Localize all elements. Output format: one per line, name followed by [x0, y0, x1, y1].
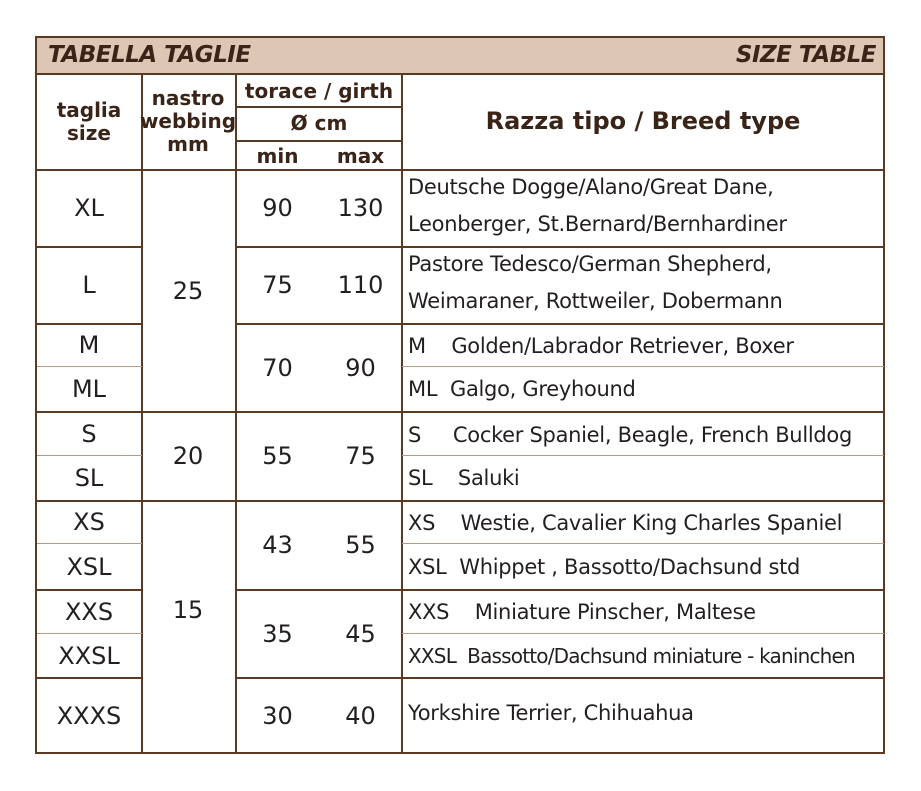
breed-line: Yorkshire Terrier, Chihuahua	[408, 701, 694, 725]
size-cell: SL	[74, 464, 104, 492]
webbing-cell: 25	[172, 276, 204, 305]
girth-max: 130	[337, 194, 384, 222]
title-english: SIZE TABLE	[735, 42, 876, 68]
girth-max: 40	[345, 701, 376, 730]
girth-min: 30	[262, 701, 293, 730]
breed-rule-thin	[402, 633, 884, 634]
header-breed: Razza tipo / Breed type	[485, 106, 801, 135]
girth-max: 75	[345, 442, 376, 470]
girth-min: 75	[262, 271, 293, 299]
girth-min: 35	[262, 619, 293, 648]
title-italian: TABELLA TAGLIE	[48, 42, 251, 68]
breed-line: Leonberger, St.Bernard/Bernhardiner	[408, 212, 787, 236]
size-cell: XS	[73, 508, 105, 536]
breed-rule-thin	[402, 366, 884, 367]
breed-line: XXSL Bassotto/Dachsund miniature - kaninchen	[408, 644, 855, 668]
webbing-cell: 15	[172, 596, 204, 624]
girth-max: 90	[345, 353, 376, 382]
header-max: max	[336, 143, 385, 168]
breed-line: XSL Whippet , Bassotto/Dachsund std	[408, 555, 801, 579]
breed-line: Deutsche Dogge/Alano/Great Dane,	[408, 175, 774, 199]
header-min: min	[256, 143, 299, 168]
size-cell: XXXS	[56, 701, 122, 730]
breed-line: ML Galgo, Greyhound	[408, 377, 636, 401]
breed-rule-thin	[402, 455, 884, 456]
size-cell: M	[78, 331, 100, 359]
girth-min: 70	[262, 353, 293, 382]
girth-min: 90	[262, 194, 293, 222]
size-cell: XXS	[64, 597, 114, 626]
breed-line: XS Westie, Cavalier King Charles Spaniel	[408, 511, 843, 535]
size-cell: XL	[74, 194, 104, 222]
breed-line: Weimaraner, Rottweiler, Dobermann	[408, 289, 783, 313]
girth-min: 43	[262, 531, 293, 559]
header-size: taglia size	[56, 97, 122, 145]
size-cell: ML	[71, 375, 107, 403]
header-girth: torace / girth	[244, 78, 394, 103]
size-cell: S	[81, 419, 97, 448]
girth-max: 55	[345, 531, 376, 559]
breed-line: M Golden/Labrador Retriever, Boxer	[408, 334, 794, 358]
breed-line: Pastore Tedesco/German Shepherd,	[408, 252, 772, 276]
header-webbing: nastro webbing mm	[139, 86, 237, 156]
size-cell: L	[82, 271, 96, 299]
breed-line: XXS Miniature Pinscher, Maltese	[408, 600, 756, 624]
size-cell: XSL	[66, 552, 112, 581]
breed-line: S Cocker Spaniel, Beagle, French Bulldog	[408, 423, 852, 447]
girth-max: 45	[345, 619, 376, 648]
header-girth-unit: Ø cm	[290, 111, 348, 135]
girth-max: 110	[337, 271, 384, 299]
breed-line: SL Saluki	[408, 466, 520, 490]
size-cell: XXSL	[58, 641, 120, 670]
breed-rule-thin	[402, 543, 884, 544]
webbing-cell: 20	[172, 442, 204, 470]
girth-min: 55	[262, 442, 293, 470]
